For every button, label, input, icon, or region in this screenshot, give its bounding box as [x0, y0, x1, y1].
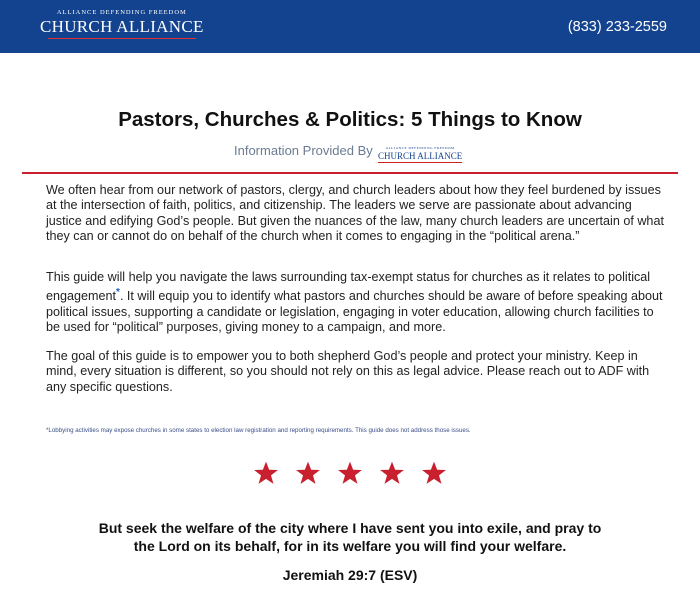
mini-logo-underline — [378, 162, 462, 163]
logo-underline — [48, 38, 196, 39]
title-divider — [22, 172, 678, 174]
guide-paragraph-text-a: This guide will help you navigate the laws surrounding tax-exempt status for churches as it relates to political engagement — [46, 270, 651, 304]
star-icon — [253, 460, 279, 486]
church-alliance-logo[interactable] — [40, 9, 204, 39]
lobbying-footnote: *Lobbying activities may expose churches in some states to election law registration and reporting requirements. This guide does not address those issues. — [46, 427, 471, 434]
page-title: Pastors, Churches & Politics: 5 Things to Know — [118, 108, 582, 131]
star-icon — [295, 460, 321, 486]
scripture-verse — [0, 519, 700, 555]
logo-wordmark: CHURCH ALLIANCE — [40, 17, 204, 36]
mini-logo-wordmark: CHURCH ALLIANCE — [378, 151, 463, 161]
verse-reference: Jeremiah 29:7 (ESV) — [282, 567, 418, 583]
provided-by-label: Information Provided By — [234, 143, 373, 158]
header-bar — [0, 0, 700, 53]
star-divider — [0, 460, 700, 491]
verse-line-2: the Lord on its behalf, for in its welfare you will find your welfare. — [133, 538, 567, 554]
star-icon — [421, 460, 447, 486]
verse-line-1: But seek the welfare of the city where I have sent you into exile, and pray to — [98, 520, 602, 536]
guide-paragraph-text-b: . It will equip you to identify what pastors and churches should be aware of before speaking about political issues, supporting a candidate or legislation, engaging in voter education, allowing church facilities to be used for “political” purposes, giving money to a campaign, and more. — [46, 289, 663, 335]
footnote-marker[interactable]: * — [116, 287, 120, 299]
intro-paragraph: We often hear from our network of pastors, clergy, and church leaders about how they feel burdened by issues at the intersection of faith, politics, and citizenship. The leaders we serve are passionate about advancing justice and edifying God’s people. But given the nuances of the law, many church leaders are uncertain of what they can or cannot do on behalf of the church when it comes to engaging in the “political arena.” — [46, 183, 664, 244]
guide-paragraph — [46, 270, 666, 336]
mini-logo-tagline: ALLIANCE DEFENDING FREEDOM — [385, 146, 455, 150]
logo-tagline: ALLIANCE DEFENDING FREEDOM — [56, 9, 187, 16]
church-alliance-mini-logo — [378, 146, 462, 163]
phone-number-link[interactable]: (833) 233-2559 — [567, 19, 667, 35]
star-icon — [337, 460, 363, 486]
goal-paragraph: The goal of this guide is to empower you to both shepherd God’s people and protect your ministry. Keep in mind, every situation is different, so you should not rely on this as legal advice. Please reach out to ADF with any specific questions. — [46, 349, 650, 394]
star-icon — [379, 460, 405, 486]
